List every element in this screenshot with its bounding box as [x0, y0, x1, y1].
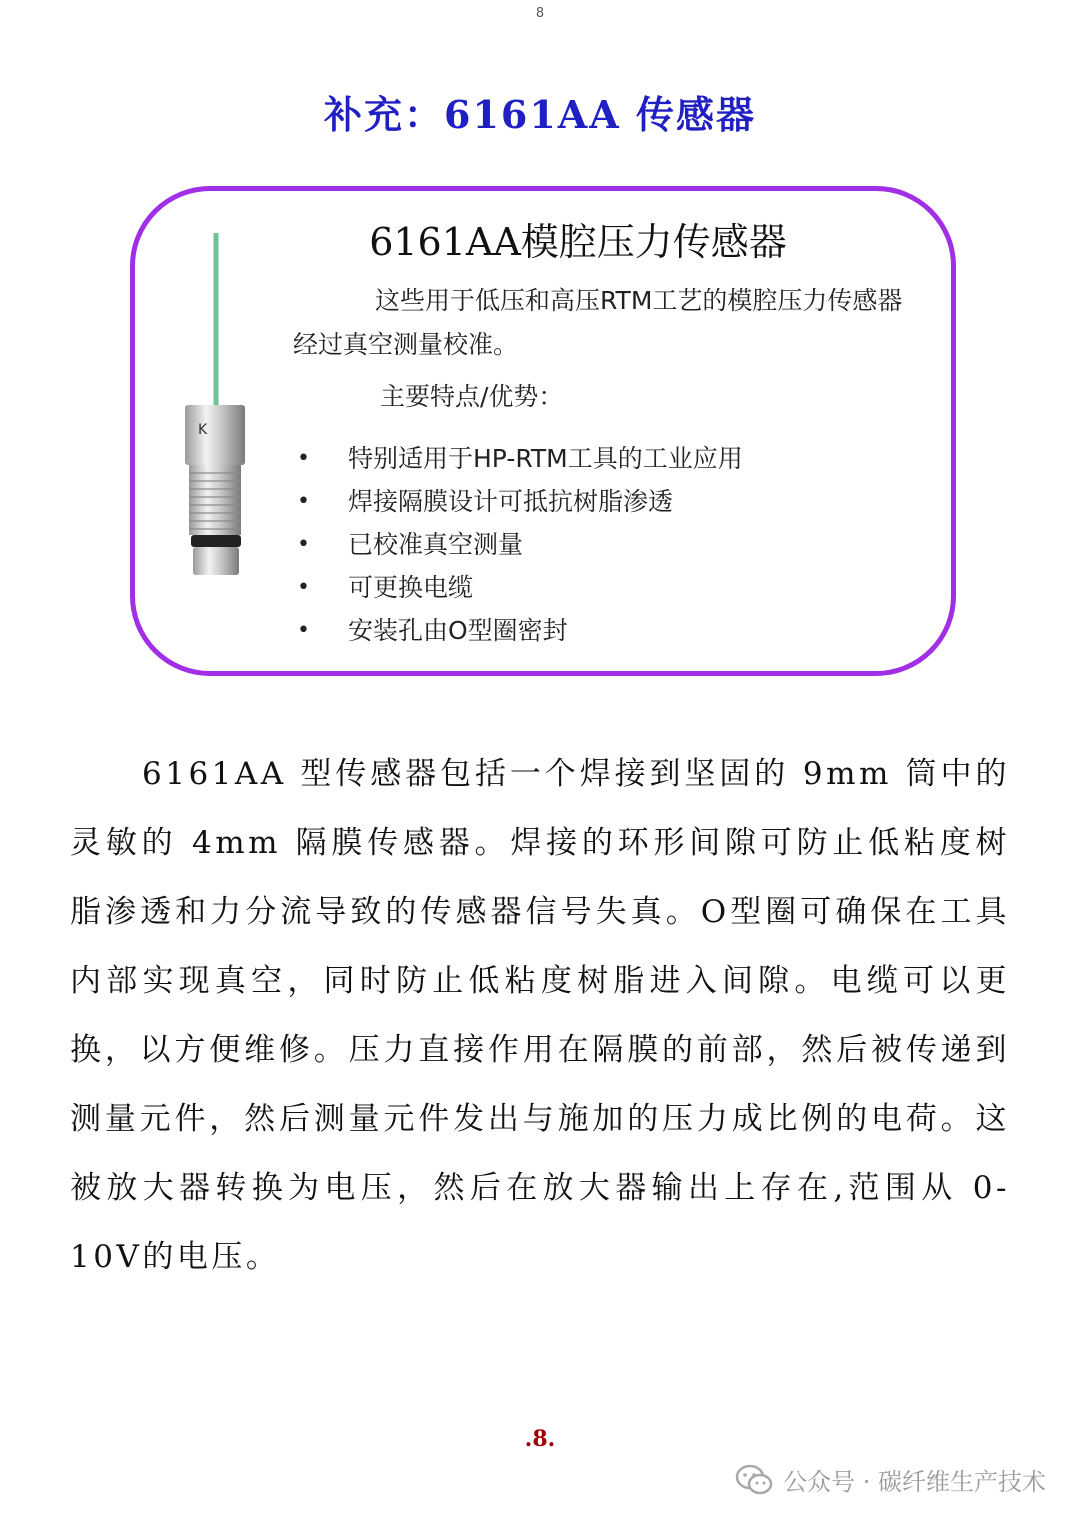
bullet-icon: •	[297, 446, 310, 471]
bullet-icon: •	[297, 575, 310, 600]
wechat-icon	[735, 1464, 773, 1496]
bullet-icon: •	[297, 618, 310, 643]
footer-page-number: .8.	[524, 1426, 556, 1452]
bullet-icon: •	[297, 489, 310, 514]
feature-item: • 已校准真空测量	[293, 523, 743, 566]
product-card	[130, 186, 956, 676]
header-page-number: 8	[535, 6, 545, 21]
feature-item: • 特别适用于HP-RTM工具的工业应用	[293, 437, 743, 480]
bullet-icon: •	[297, 532, 310, 557]
feature-item: • 安装孔由O型圈密封	[293, 609, 743, 652]
feature-item: • 焊接隔膜设计可抵抗树脂渗透	[293, 480, 743, 523]
features-list	[293, 437, 743, 652]
page-title: 补充：6161AA 传感器	[324, 92, 756, 137]
sensor-product-image	[165, 229, 245, 589]
watermark	[735, 1462, 1046, 1497]
features-heading: 主要特点/优势：	[380, 382, 564, 411]
watermark-text: 公众号 · 碳纤维生产技术	[783, 1468, 1046, 1496]
body-paragraph: 6161AA 型传感器包括一个焊接到坚固的 9mm 筒中的灵敏的 4mm 隔膜传感器。焊接的环形间隙可防止低粘度树脂渗透和力分流导致的传感器信号失真。O型圈可确保在工具内部实现真空，同时防止低粘度树脂进入间隙。电缆可以更换，以方便维修。压力直接作用在隔膜的前部，然后被传递到测量元件，然后测量元件发出与施加的压力成比例的电荷。这被放大器转换为电压，然后在放大器输出上存在,范围从 0-10V的电压。	[70, 756, 1010, 1275]
card-intro: 这些用于低压和高压RTM工艺的模腔压力传感器经过真空测量校准。	[293, 286, 903, 359]
card-title: 6161AA模腔压力传感器	[369, 220, 787, 264]
sensor-logo-text: K	[198, 422, 208, 438]
feature-item: • 可更换电缆	[293, 566, 743, 609]
